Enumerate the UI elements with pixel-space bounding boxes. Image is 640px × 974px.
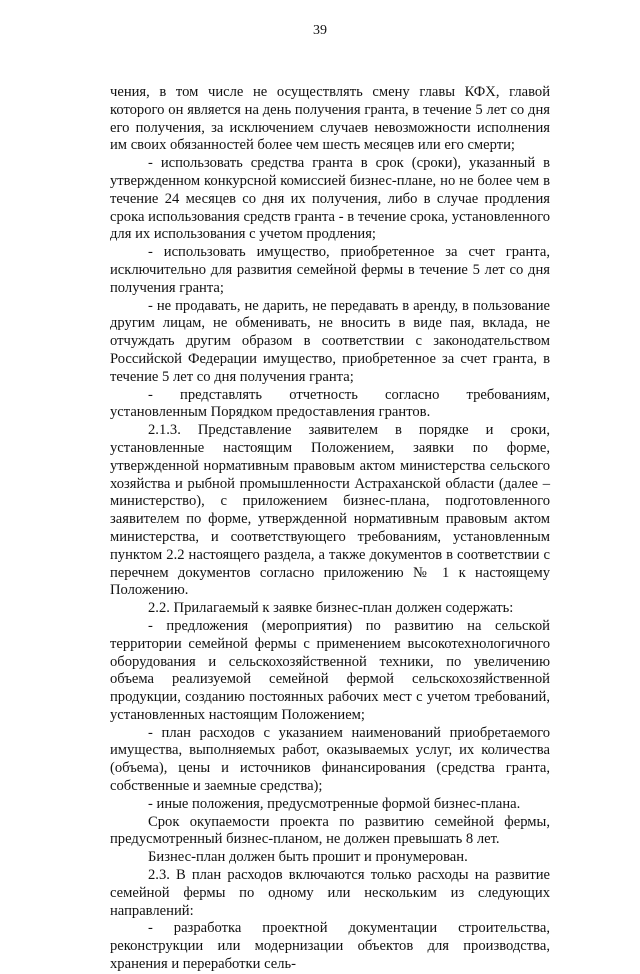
paragraph: - использовать средства гранта в срок (сроки), указанный в утвержденном конкурсной комиссией бизнес-плане, но не более чем в течение 24 месяцев со дня их получения, либо в случае продления срока использования средств гранта - в течение срока, установленного для их использования с учетом продления; (110, 155, 550, 243)
body-text (110, 84, 550, 974)
paragraph: - не продавать, не дарить, не передавать в аренду, в пользование другим лицам, не обменивать, не вносить в виде пая, вклада, не отчуждать другим образом в соответствии с законодательством Российской Федерации имущество, приобретенное за счет гранта, в течение 5 лет со дня получения гранта; (110, 297, 550, 385)
paragraph: - использовать имущество, приобретенное за счет гранта, исключительно для развития семейной фермы в течение 5 лет со дня получения гранта; (110, 244, 550, 296)
paragraph: 2.1.3. Представление заявителем в порядке и сроки, установленные настоящим Положением, заявки по форме, утвержденной нормативным правовым актом министерства сельского хозяйства и рыбной промышленности Астраханской области (далее – министерство), с приложением бизнес-плана, подготовленного заявителем по форме, утвержденной нормативным правовым актом министерства, и соответствующего требованиям, установленным пунктом 2.2 настоящего раздела, а также документов в соответствии с перечнем документов согласно приложению № 1 к настоящему Положению. (110, 422, 550, 599)
paragraph: - предложения (мероприятия) по развитию на сельской территории семейной фермы с применением высокотехнологичного оборудования и сельскохозяйственной техники, по увеличению объема реализуемой семейной фермой сельскохозяйственной продукции, созданию постоянных рабочих мест с учетом требований, установленных настоящим Положением; (110, 617, 550, 723)
paragraph: - представлять отчетность согласно требованиям, установленным Порядком предоставления грантов. (110, 386, 550, 421)
paragraph: Бизнес-план должен быть прошит и пронумерован. (148, 849, 468, 866)
paragraph: 2.2. Прилагаемый к заявке бизнес-план должен содержать: (148, 600, 514, 617)
paragraph: - план расходов с указанием наименований приобретаемого имущества, выполняемых работ, оказываемых услуг, их количества (объема), цены и источников финансирования (средства гранта, собственные и заемные средства); (110, 724, 550, 795)
paragraph: - иные положения, предусмотренные формой бизнес-плана. (148, 795, 521, 812)
paragraph: Срок окупаемости проекта по развитию семейной фермы, предусмотренный бизнес-планом, не должен превышать 8 лет. (110, 813, 550, 848)
page-number: 39 (313, 23, 327, 38)
paragraph: - разработка проектной документации строительства, реконструкции или модернизации объектов для производства, хранения и переработки сель- (110, 920, 550, 973)
paragraph: 2.3. В план расходов включаются только расходы на развитие семейной фермы по одному или нескольким из следующих направлений: (110, 867, 550, 919)
paragraph: чения, в том числе не осуществлять смену главы КФХ, главой которого он является на день получения гранта, в течение 5 лет со дня его получения, за исключением случаев невозможности исполнения им своих обязанностей более чем шесть месяцев или его смерти; (110, 84, 550, 154)
